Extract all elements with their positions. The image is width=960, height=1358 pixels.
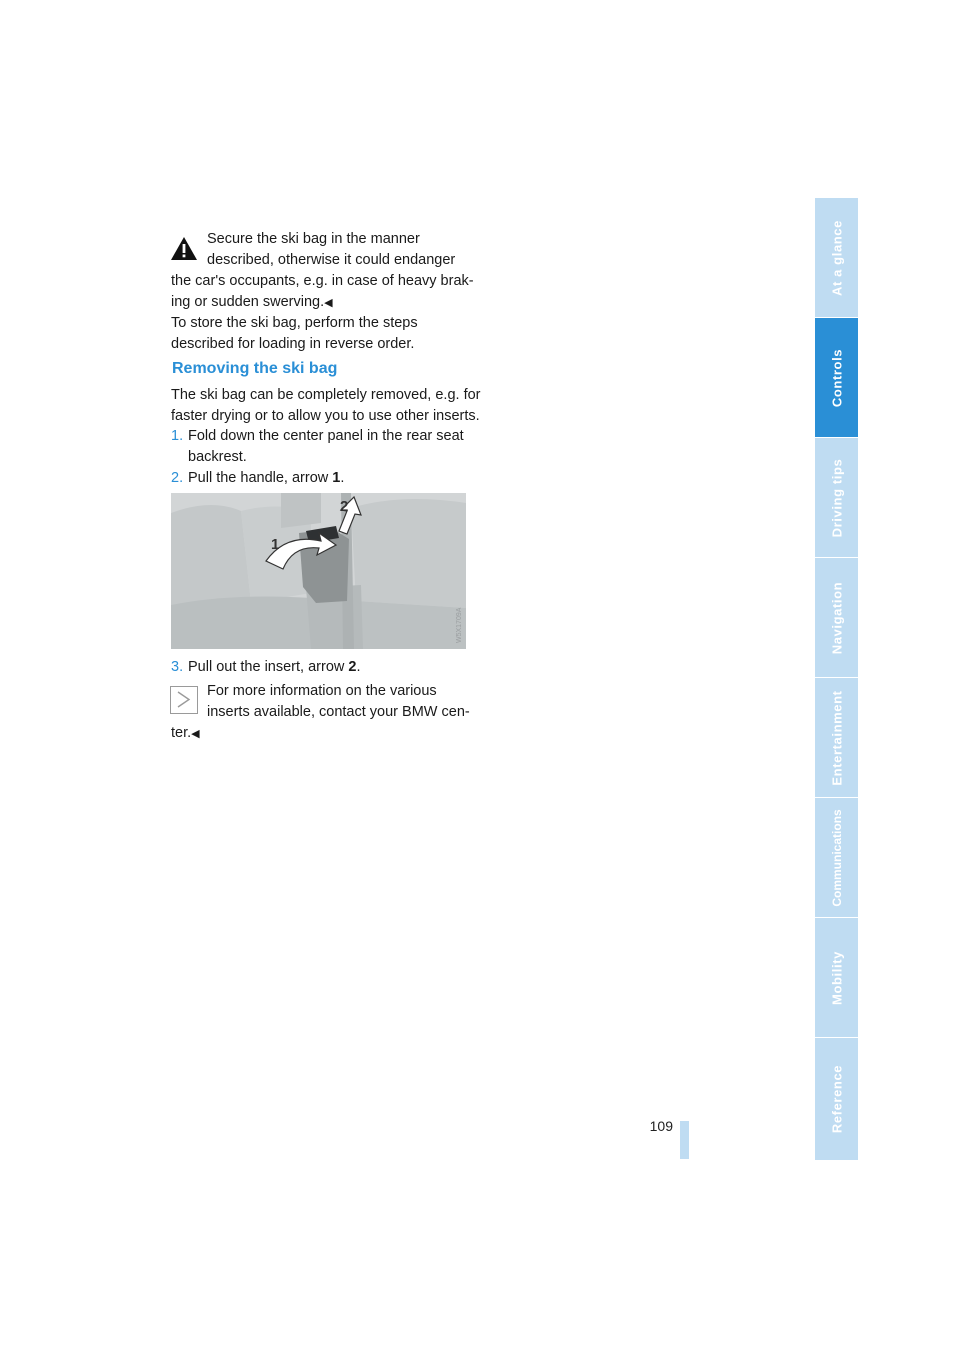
tab-mobility[interactable]	[815, 918, 858, 1037]
step-2	[171, 468, 344, 489]
tab-label: At a glance	[829, 219, 844, 296]
section-heading: Removing the ski bag	[172, 360, 338, 377]
step-number: 2.	[171, 470, 184, 486]
note-line-1: For more information on the various	[207, 683, 437, 699]
warning-line-4	[171, 292, 333, 314]
note-line-2: inserts available, contact your BMW cen-	[207, 704, 470, 720]
tab-label: Reference	[829, 1064, 844, 1134]
step-end: .	[340, 470, 345, 486]
step-text: Fold down the center panel in the rear seat	[188, 428, 464, 444]
tab-entertainment[interactable]	[815, 678, 858, 797]
intro-line-2: faster drying or to allow you to use other inserts.	[171, 408, 480, 424]
step-text: Pull out the insert, arrow	[188, 659, 349, 675]
tab-label: Mobility	[829, 950, 844, 1005]
chapter-tabs	[815, 198, 858, 1160]
end-mark: ◀	[324, 297, 333, 309]
image-code: W5X1709A	[456, 607, 463, 643]
warning-triangle-icon	[170, 236, 198, 261]
store-line-2: described for loading in reverse order.	[171, 336, 415, 352]
arrow-2-label: 2	[340, 498, 349, 515]
warning-line-1: Secure the ski bag in the manner	[207, 231, 420, 247]
arrow-1-label: 1	[271, 536, 280, 553]
warning-line-2: described, otherwise it could endanger	[207, 252, 456, 268]
end-mark: ◀	[191, 728, 200, 740]
note-icon	[170, 686, 198, 714]
store-line-1: To store the ski bag, perform the steps	[171, 315, 418, 331]
step-text: Pull the handle, arrow	[188, 470, 333, 486]
intro-line-1: The ski bag can be completely removed, e.g. for	[171, 387, 481, 403]
tab-label: Controls	[829, 348, 844, 407]
tab-label: Driving tips	[829, 458, 844, 537]
tab-at-a-glance[interactable]	[815, 198, 858, 317]
warning-text: ing or sudden swerving.	[171, 294, 325, 310]
tab-controls[interactable]	[815, 318, 858, 437]
step-end: .	[356, 659, 361, 675]
tab-label: Entertainment	[829, 689, 844, 786]
tab-label: Communications	[829, 808, 844, 907]
note-text: ter.	[171, 725, 192, 741]
page-number: 109	[649, 1118, 673, 1134]
tab-label: Navigation	[829, 581, 844, 654]
page-number-bar	[680, 1121, 689, 1159]
step-number: 1.	[171, 428, 184, 444]
step-number: 3.	[171, 659, 184, 675]
step-1-continuation: backrest.	[188, 449, 247, 465]
tab-driving-tips[interactable]	[815, 438, 858, 557]
tab-communications[interactable]	[815, 798, 858, 917]
note-line-3	[171, 723, 200, 745]
warning-line-3: the car's occupants, e.g. in case of heavy brak-	[171, 273, 474, 289]
tab-navigation[interactable]	[815, 558, 858, 677]
arrow-reference: 2	[348, 659, 357, 675]
arrow-reference: 1	[332, 470, 341, 486]
step-1	[171, 426, 464, 447]
ski-bag-removal-figure	[171, 493, 466, 649]
step-3	[171, 657, 361, 678]
seat-illustration	[171, 493, 466, 649]
tab-reference[interactable]	[815, 1038, 858, 1160]
